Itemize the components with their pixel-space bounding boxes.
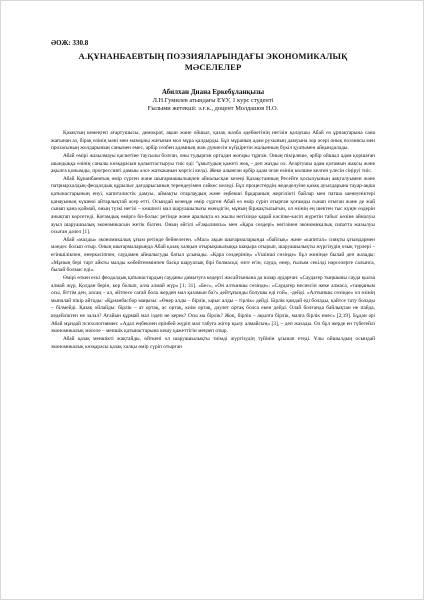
- author-affiliation: Л.Н.Гумилев атындағы ЕҰУ, 1 курс студенті: [152, 97, 274, 104]
- article-title-line-2: МӘСЕЛЕЛЕР: [184, 61, 242, 72]
- page-content: [51, 39, 375, 351]
- udc-code: ӘОЖ: 330.8: [51, 39, 89, 47]
- body-paragraph: Абай қазақ меншікті жақтайды, өйткені ол шаруашылықты тиімді жүргізудің түйінін ұсынап етеді. Ұлы ойшылдың осындай экономикалық көзқарасы қазақ халқы өмір сүріп отырған: [51, 335, 375, 350]
- body-paragraph: Өмірі өткен ескі феодалдық қатынастардың сауданы дамытуға кедергі жасайтынына да назар аударған: «Саудагер тыңшыны сауда қылза алмай жүр, Қолдан берін, кор болып, алза алмай жүр» [1; 31]. «Бес», «Он алтыншы сөзінде»: «Саудагер несиесін жеке алмаса, «таңқаным осы, біттім ден, алсаң – ал, әйтпесе сағай бола жерден мал қазамын ба?» дейтұғынды болушы еді ғой», -дейді. «Алтыншы сөзінде» ол өзінің мыналай пікір айтады: «Құнанбасбор маңызы: «Өнер алды – бірлік, ырыс алды – тірлік» дейді. Бірлік қандай еді болады, қайтсе тату болады – білмейді. Қазақ ойлайды: бірлік – ат ортақ, ас ортақ, киім ортақ, дәулет ортақ болса екен дейді. Олай болғанда байлықтан не пайда, кедейліктен не залал? Ағайын құрмай мал іздеп не керек? Осы ма бірлік? Жоқ, бірлік – ақылға бірлік, малға бірлік емес» [2;19]. Бұдан әрі Абай мұндай психологиямен: «Адал еңбекпен ерінбей жүріп мал табуға жігер қылу алмайсың» [3], – деп жазады. Ол бұл жерде ен түбегейлі экономикалық мәселе – меншік қатынастарына кешу қажеттігін меңзеп отыр.: [51, 274, 375, 335]
- article-title: [51, 51, 375, 72]
- author-name: Абилхан Диана Еркебұланқызы: [161, 88, 265, 96]
- article-title-line-1: А.ҚҰНАНБАЕВТЫҢ ПОЭЗИЯЛАРЫНДАҒЫ ЭКОНОМИКАЛЫҚ: [78, 51, 348, 61]
- body-paragraph: Қазақтың кемеңгеп ағартушысы, демократ, ақын және ойшыл, қазақ жазба әдебиетінің негізін қалаушы Абай өз ұрпақтарына сана жағынан аз, бірақ өзінің мәні мен мазмұны жағынан мол мұра қалдырды. Бұл мұраның адам рухының дамуына зор әсері онық поэзиясы мен прозасының жолдарының санымен емес, әрбір сөзбен адамның жан дүниесін күйдіретін жалынның бүкіл қуатымен айқындалады.: [51, 130, 375, 152]
- body-paragraph: Абай «малды» экономикалық ұғым ретінде бейнелеген. «Мал» ақын шығармаларында «байлық» және «капитал» сияқты ұғымдармен мәндес болып отыр. Оның шығармаларында Абай қазақ халқын отырықшылыққа шақыра отырып, шаруашылықты жүргізудің озық түрлері – егіншілікпен, өнеркәсіппен, саудамен айналысуды батыл ұсынады. «Қара сөздерінің» «Үшінші сөзінде» бұл жөнінде былай деп жазады: «Мұның бері тарт айкты малды көбейтеммінпен басқа шаруалық бірі болмасқа; өзге егін, сауда, өнер, ғылым секілді нәрселерге салынса, былай болмас еді».: [51, 236, 375, 274]
- article-body: [51, 130, 375, 351]
- body-paragraph: Абай Құнанбаевтың өмір сүрген және шығармашылықпен айналысқан кезеңі Қазақстанның Ресейге қосылуының аяқталуымен және патриархалдық-феодалдық құрылыс дағдарысының терендеуімен сәйкес келеді. Бұл процестердің жедеделуіне қазақ ауылдарына тауар-ақша қатынастарының енуі, капиталистік дамуы, аймақты отарлаудың және еңбекші бұқараның жергілікті байлар мен патша шенеуніктері қанауының күшеюі айтарлықтай әсер етті. Осындай кезеңде өмір сүрген Абай өз өмір сүріп отырған қоғамды сынап отыған және де жай сынап қана қоймай, оның түзкі негізі – көшпелі мал шаруашылығы екендігін, мұның біржақтылығын, ол өзінің ең шектен тыс күңін өздерін анықтап көрсетеді. Коғамдық өміргә би-болыс ретінде және аралықта өз жылы негізінде қарай кәсіпке-кәсіп жүретін табыс көзіне айналуы ауыл шаруашылық экономикасын жетік білген. Оның әйгілі «Ғақылиясы» мен «Қара сөздері» негізінен экономикалық сипатта жазылуы осыған дәлел [1].: [51, 175, 375, 236]
- scientific-supervisor: Ғылыми жетекші: э.ғ.к., доцент Молдашов Н.О.: [147, 105, 279, 112]
- author-block: [51, 88, 375, 113]
- body-paragraph: Абай өмірі жазылмауы қасиетіне таусылы болған, оны тудырған ортадан жоғары тұрған. Оның пікірлеше, әрбір ойшыл адам қоршаған шындыққа өзінің саналы көзқарасын қалыптастыруы тиіс еді: "ұмытудың қажеті жоқ, - деп жазды ол. Ағартушы адам қоғамын жақсы және ақылға қонымды, прогрессивті дамыы әлсе жаткаынын көргісі келді. Жеке алынған әрбір адам оған өзінің көлшне келген үлесін сіңіруі тиіс.: [51, 152, 375, 175]
